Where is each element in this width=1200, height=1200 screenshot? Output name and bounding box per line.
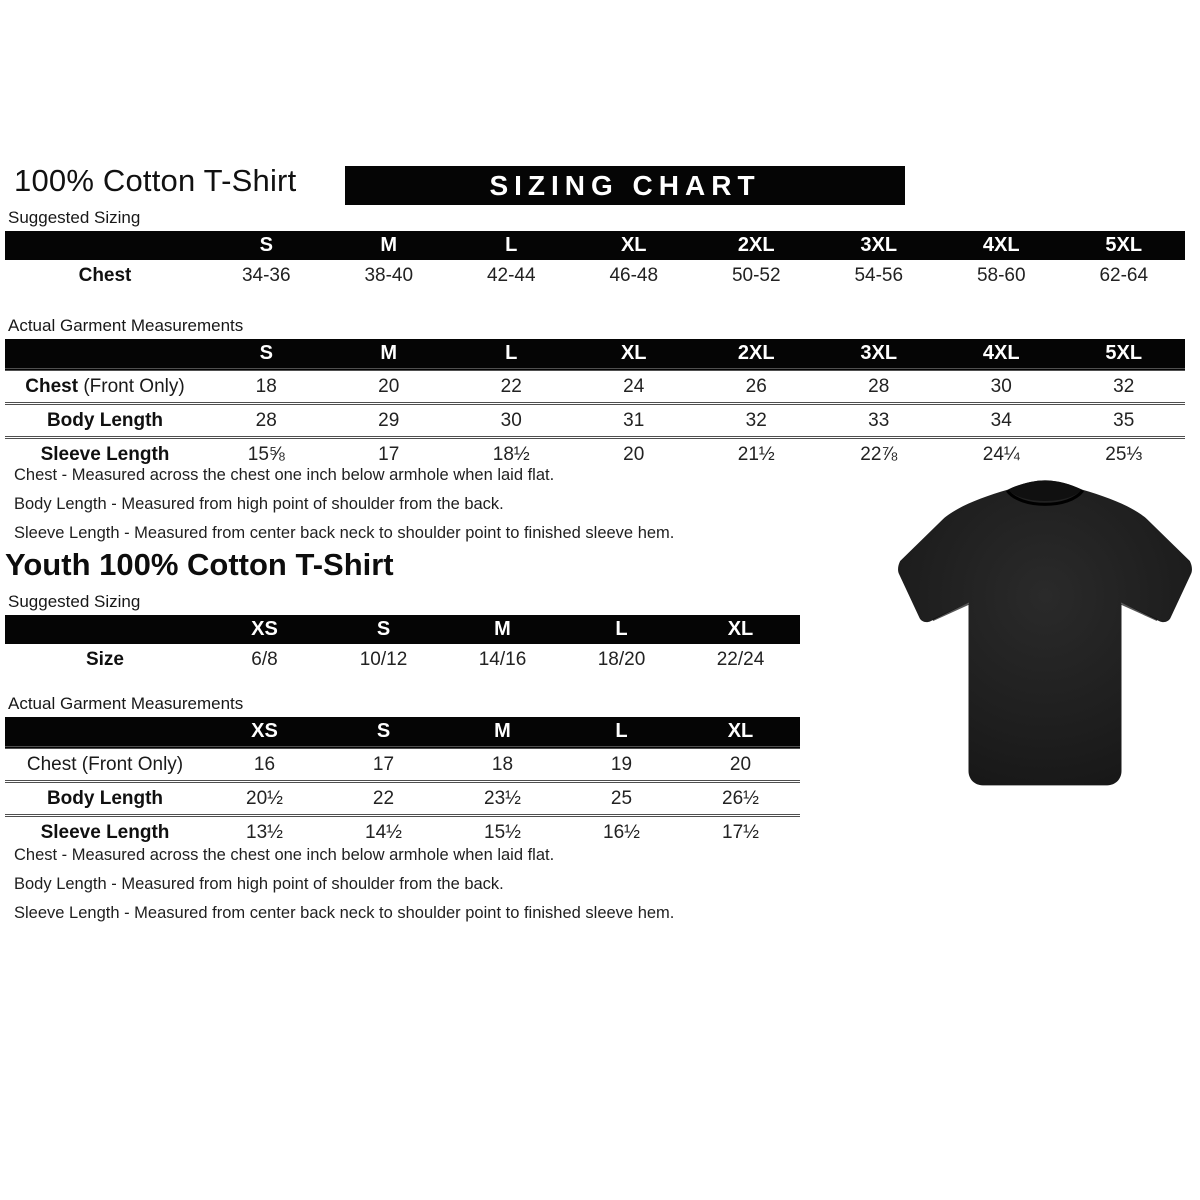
cell: 15½ (484, 821, 521, 843)
column-header: L (562, 717, 681, 748)
cell: 16 (253, 753, 276, 775)
cell: 20½ (246, 787, 283, 809)
adult-measurement-notes (14, 461, 674, 548)
table-row (5, 404, 1185, 438)
cell: 35 (1113, 409, 1135, 431)
cell: 18 (491, 753, 514, 775)
cell: 19 (610, 753, 633, 775)
cell: 28 (255, 409, 277, 431)
cell: 18½ (492, 443, 530, 465)
column-header: 2XL (695, 339, 818, 370)
cell: 23½ (484, 787, 521, 809)
youth-suggested-sizing-table (5, 615, 800, 675)
adult-suggested-sizing-label: Suggested Sizing (8, 208, 141, 227)
table-row (5, 260, 1185, 291)
column-header: XL (681, 615, 800, 644)
cell: 31 (623, 409, 645, 431)
row-label: Body Length (46, 787, 164, 809)
column-header: XS (205, 615, 324, 644)
column-header: XL (573, 231, 696, 260)
page-title: 100% Cotton T-Shirt (14, 163, 297, 198)
cell: 22 (500, 375, 522, 397)
cell: 28 (868, 375, 890, 397)
note-body-length: Body Length - Measured from high point of shoulder from the back. (14, 875, 504, 893)
column-header: S (324, 717, 443, 748)
cell: 29 (378, 409, 400, 431)
cell: 34-36 (241, 264, 291, 286)
cell: 14/16 (478, 648, 527, 670)
column-header: 2XL (695, 231, 818, 260)
cell: 17 (378, 443, 400, 465)
cell: 42-44 (486, 264, 536, 286)
column-header: S (205, 339, 328, 370)
sizing-chart-banner-text: SIZING CHART (489, 169, 761, 201)
cell: 54-56 (854, 264, 904, 286)
column-header: M (328, 339, 451, 370)
blank-header-cell (5, 339, 205, 370)
note-sleeve-length: Sleeve Length - Measured from center back neck to shoulder point to finished sleeve hem. (14, 904, 675, 922)
cell: 26 (745, 375, 767, 397)
black-tshirt-image (892, 468, 1198, 813)
cell: 25 (610, 787, 633, 809)
column-header: 3XL (818, 339, 941, 370)
cell: 20 (729, 753, 752, 775)
youth-measurements-label: Actual Garment Measurements (8, 694, 244, 713)
adult-suggested-header-row (5, 231, 1185, 260)
sizing-chart-banner (345, 166, 905, 205)
cell: 6/8 (251, 648, 278, 670)
adult-measurements-table (5, 339, 1185, 470)
column-header: S (324, 615, 443, 644)
column-header: L (450, 231, 573, 260)
youth-measurements-header-row (5, 717, 800, 748)
row-label: Size (85, 648, 125, 670)
cell: 14½ (365, 821, 402, 843)
cell: 62-64 (1099, 264, 1149, 286)
column-header: XS (205, 717, 324, 748)
blank-header-cell (5, 717, 205, 748)
column-header: S (205, 231, 328, 260)
youth-suggested-header-row (5, 615, 800, 644)
youth-title: Youth 100% Cotton T-Shirt (5, 547, 394, 582)
note-body-length: Body Length - Measured from high point of shoulder from the back. (14, 495, 504, 513)
row-label: Chest (Front Only) (25, 375, 185, 397)
column-header: 4XL (940, 231, 1063, 260)
cell: 18/20 (597, 648, 646, 670)
cell: 18 (255, 375, 277, 397)
note-sleeve-length: Sleeve Length - Measured from center back neck to shoulder point to finished sleeve hem. (14, 524, 675, 542)
cell: 13½ (246, 821, 283, 843)
column-header: 4XL (940, 339, 1063, 370)
column-header: 3XL (818, 231, 941, 260)
cell: 17½ (722, 821, 759, 843)
cell: 46-48 (609, 264, 659, 286)
blank-header-cell (5, 231, 205, 260)
cell: 33 (868, 409, 890, 431)
cell: 22/24 (716, 648, 765, 670)
cell: 32 (1113, 375, 1135, 397)
cell: 50-52 (731, 264, 781, 286)
column-header: XL (681, 717, 800, 748)
column-header: M (443, 615, 562, 644)
cell: 24 (623, 375, 645, 397)
adult-measurements-header-row (5, 339, 1185, 370)
cell: 10/12 (359, 648, 408, 670)
column-header: XL (573, 339, 696, 370)
cell: 21½ (737, 443, 775, 465)
row-label: Body Length (46, 409, 164, 431)
adult-suggested-sizing-table (5, 231, 1185, 291)
cell: 22⅞ (860, 443, 898, 465)
cell: 15⅝ (247, 443, 285, 465)
table-row (5, 748, 800, 782)
cell: 16½ (603, 821, 640, 843)
note-chest: Chest - Measured across the chest one inch below armhole when laid flat. (14, 466, 555, 484)
row-label: Sleeve Length (40, 443, 170, 465)
cell: 24¼ (982, 443, 1020, 465)
table-row (5, 782, 800, 816)
cell: 30 (500, 409, 522, 431)
youth-measurement-notes (14, 841, 674, 928)
row-label: Chest (78, 264, 132, 286)
cell: 58-60 (976, 264, 1026, 286)
cell: 22 (372, 787, 395, 809)
youth-suggested-sizing-label: Suggested Sizing (8, 592, 141, 611)
column-header: L (562, 615, 681, 644)
cell: 20 (378, 375, 400, 397)
cell: 17 (372, 753, 395, 775)
table-row (5, 370, 1185, 404)
table-row (5, 644, 800, 675)
cell: 25⅓ (1105, 443, 1143, 465)
cell: 20 (623, 443, 645, 465)
column-header: M (443, 717, 562, 748)
cell: 34 (990, 409, 1012, 431)
adult-measurements-label: Actual Garment Measurements (8, 316, 244, 335)
youth-measurements-table (5, 717, 800, 848)
cell: 38-40 (364, 264, 414, 286)
cell: 32 (745, 409, 767, 431)
column-header: 5XL (1063, 339, 1186, 370)
column-header: M (328, 231, 451, 260)
cell: 30 (990, 375, 1012, 397)
row-label: Sleeve Length (40, 821, 170, 843)
note-chest: Chest - Measured across the chest one inch below armhole when laid flat. (14, 846, 555, 864)
column-header: 5XL (1063, 231, 1186, 260)
cell: 26½ (722, 787, 759, 809)
blank-header-cell (5, 615, 205, 644)
column-header: L (450, 339, 573, 370)
row-label: Chest (Front Only) (26, 753, 184, 775)
